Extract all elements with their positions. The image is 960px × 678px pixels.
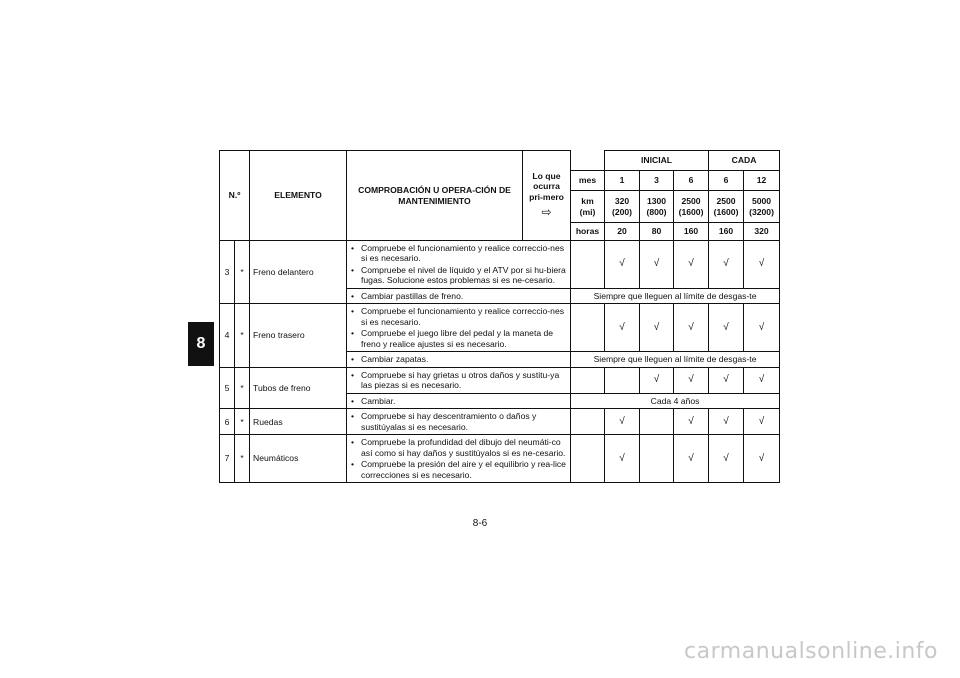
check-mark-icon: √ xyxy=(758,258,765,270)
unit-label-mes: mes xyxy=(571,171,605,191)
item-element: Tubos de freno xyxy=(250,367,347,408)
header-inicial: INICIAL xyxy=(605,151,709,171)
check-cell xyxy=(744,241,780,289)
item-element: Freno trasero xyxy=(250,304,347,367)
check-cell xyxy=(640,241,674,289)
unit-value: 80 xyxy=(640,223,674,241)
check-cell xyxy=(640,367,674,393)
check-cell xyxy=(674,241,709,289)
check-mark-icon: √ xyxy=(688,321,694,333)
unit-value: 160 xyxy=(709,223,744,241)
check-cell xyxy=(709,367,744,393)
check-cell xyxy=(709,304,744,352)
unit-value: 6 xyxy=(674,171,709,191)
table-row xyxy=(220,367,780,393)
check-cell xyxy=(674,367,709,393)
check-cell xyxy=(709,409,744,435)
check-mark-icon: √ xyxy=(688,415,694,427)
unit-value: 160 xyxy=(674,223,709,241)
check-cell xyxy=(744,304,780,352)
operation-text: • Compruebe el funcionamiento y realice correccio-nes si es necesario. xyxy=(350,243,567,264)
check-cell xyxy=(709,435,744,483)
item-star: * xyxy=(235,241,250,304)
item-operations xyxy=(347,241,571,289)
unit-value: 6 xyxy=(709,171,744,191)
item-star: * xyxy=(235,409,250,435)
operation-text: • Cambiar zapatas. xyxy=(350,354,567,364)
item-number: 5 xyxy=(220,367,235,408)
operation-text: • Compruebe si hay descentramiento o daños y sustitúyalas si es necesario. xyxy=(350,411,567,432)
check-mark-icon: √ xyxy=(653,258,660,270)
unit-label-km: km (mi) xyxy=(571,191,605,223)
header-element: ELEMENTO xyxy=(250,151,347,241)
operation-text: • Cambiar. xyxy=(350,396,567,406)
header-no: N.º xyxy=(220,151,250,241)
interval-note: Cada 4 años xyxy=(571,393,780,408)
check-mark-icon: √ xyxy=(688,258,694,270)
table-row xyxy=(220,409,780,435)
operation-text: • Compruebe el nivel de líquido y el ATV por si hu-biera fugas. Solucione estos problemas si es ne-cesario. xyxy=(350,265,567,286)
item-number: 4 xyxy=(220,304,235,367)
unit-value: 20 xyxy=(605,223,640,241)
unit-value: 320 (200) xyxy=(605,191,640,223)
watermark: carmanualsonline.info xyxy=(684,639,938,664)
item-operations xyxy=(347,393,571,408)
operation-text: • Compruebe el juego libre del pedal y la maneta de freno y realice ajustes si es necesario. xyxy=(350,328,567,349)
operation-list xyxy=(350,370,567,391)
check-mark-icon: √ xyxy=(619,415,625,427)
arrow-right-icon: ⇨ xyxy=(541,205,552,220)
operation-text: • Cambiar pastillas de freno. xyxy=(350,291,567,301)
unit-value: 320 xyxy=(744,223,780,241)
check-mark-icon: √ xyxy=(619,258,625,270)
header-first-occurs xyxy=(523,151,571,241)
check-cell xyxy=(640,304,674,352)
check-cell xyxy=(605,241,640,289)
operation-text: • Compruebe la presión del aire y el equilibrio y rea-lice correcciones si es necesario. xyxy=(350,459,567,480)
check-mark-icon: √ xyxy=(653,374,660,386)
check-mark-icon: √ xyxy=(723,321,729,333)
item-number: 7 xyxy=(220,435,235,483)
unit-spacer xyxy=(571,409,605,435)
check-cell xyxy=(709,241,744,289)
unit-spacer xyxy=(571,435,605,483)
check-mark-icon: √ xyxy=(723,258,729,270)
check-mark-icon: √ xyxy=(688,374,694,386)
item-operations xyxy=(347,409,571,435)
check-cell xyxy=(744,409,780,435)
header-cada: CADA xyxy=(709,151,780,171)
unit-value: 5000 (3200) xyxy=(744,191,780,223)
check-cell xyxy=(674,304,709,352)
check-cell xyxy=(640,409,674,435)
item-operations xyxy=(347,367,571,393)
check-mark-icon: √ xyxy=(758,321,765,333)
check-cell xyxy=(744,367,780,393)
check-cell xyxy=(605,304,640,352)
check-mark-icon: √ xyxy=(758,415,765,427)
table-row xyxy=(220,304,780,352)
check-mark-icon: √ xyxy=(619,321,625,333)
operation-list xyxy=(350,437,567,480)
unit-value: 2500 (1600) xyxy=(709,191,744,223)
unit-label-horas: horas xyxy=(571,223,605,241)
unit-value: 2500 (1600) xyxy=(674,191,709,223)
item-operations xyxy=(347,435,571,483)
item-operations xyxy=(347,352,571,367)
check-mark-icon: √ xyxy=(653,321,660,333)
operation-list xyxy=(350,243,567,286)
item-number: 6 xyxy=(220,409,235,435)
check-cell xyxy=(605,435,640,483)
item-star: * xyxy=(235,304,250,367)
item-element: Ruedas xyxy=(250,409,347,435)
table-row xyxy=(220,241,780,289)
check-mark-icon: √ xyxy=(688,452,694,464)
page-number: 8-6 xyxy=(472,518,488,529)
check-mark-icon: √ xyxy=(758,452,765,464)
check-mark-icon: √ xyxy=(758,374,765,386)
check-cell xyxy=(744,435,780,483)
check-mark-icon: √ xyxy=(723,374,729,386)
unit-value: 12 xyxy=(744,171,780,191)
check-cell xyxy=(674,409,709,435)
check-cell xyxy=(674,435,709,483)
operation-list xyxy=(350,354,567,364)
maintenance-table xyxy=(219,150,780,483)
check-mark-icon: √ xyxy=(723,452,729,464)
unit-value: 3 xyxy=(640,171,674,191)
check-mark-icon: √ xyxy=(723,415,729,427)
item-operations xyxy=(347,288,571,303)
unit-spacer xyxy=(571,241,605,289)
operation-text: • Compruebe el funcionamiento y realice correccio-nes si es necesario. xyxy=(350,306,567,327)
unit-spacer xyxy=(571,367,605,393)
check-cell xyxy=(605,367,640,393)
item-number: 3 xyxy=(220,241,235,304)
item-element: Neumáticos xyxy=(250,435,347,483)
check-cell xyxy=(605,409,640,435)
interval-note: Siempre que lleguen al límite de desgas-te xyxy=(571,352,780,367)
operation-text: • Compruebe si hay grietas u otros daños y sustitu-ya las piezas si es necesario. xyxy=(350,370,567,391)
unit-value: 1300 (800) xyxy=(640,191,674,223)
chapter-tab: 8 xyxy=(188,322,214,366)
operation-list xyxy=(350,306,567,349)
operation-list xyxy=(350,411,567,432)
item-star: * xyxy=(235,435,250,483)
unit-spacer xyxy=(571,304,605,352)
check-cell xyxy=(640,435,674,483)
header-operation: COMPROBACIÓN U OPERA-CIÓN DE MANTENIMIENTO xyxy=(347,151,523,241)
table-row xyxy=(220,435,780,483)
operation-list xyxy=(350,291,567,301)
header-first-label: Lo que ocurra pri-mero xyxy=(529,170,564,202)
item-operations xyxy=(347,304,571,352)
unit-value: 1 xyxy=(605,171,640,191)
operation-list xyxy=(350,396,567,406)
check-mark-icon: √ xyxy=(619,452,625,464)
item-element: Freno delantero xyxy=(250,241,347,304)
operation-text: • Compruebe la profundidad del dibujo del neumáti-co así como si hay daños y sustitúyalos si es ne-cesario. xyxy=(350,437,567,458)
interval-note: Siempre que lleguen al límite de desgas-te xyxy=(571,288,780,303)
item-star: * xyxy=(235,367,250,408)
